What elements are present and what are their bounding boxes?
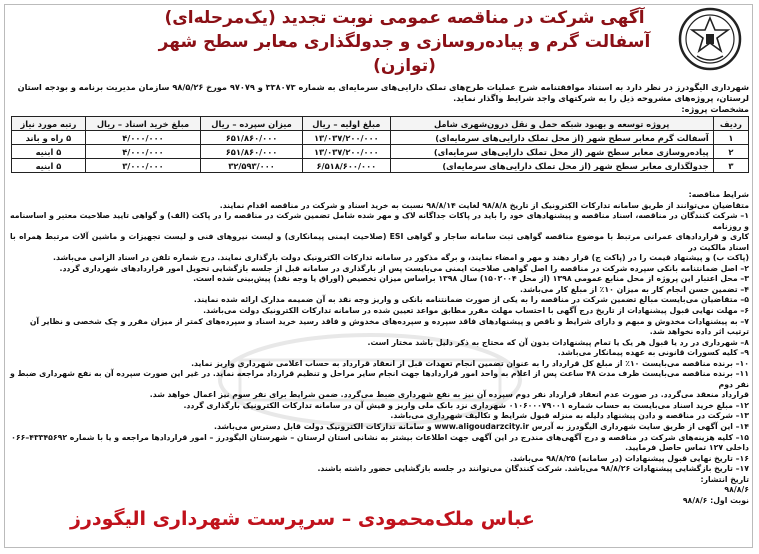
condition-line: ۱۵– کلیه هزینه‌های شرکت در مناقصه و درج آگهی‌های مندرج در این آگهی جهت اطلاعات بیشتر به نشانی استان لرستان – شهرستان الیگودرز – امور قراردادها مراجعه و یا با شماره ۴۳۳۴۵۶۹۲–۰۶۶: [11, 432, 749, 442]
condition-line: ۷– به پیشنهادات مخدوش و مبهم و دارای شرایط و ناقص و پیشنهادهای فاقد سپرده و سپرده‌های مخدوش و فاقد رسید خرید اسناد و سپرده‌های کمتر از میزان مقرر و چک شخصی و نظایر آن: [29, 316, 749, 326]
title-line-1: آگهی شرکت در مناقصه عمومی نوبت تجدید (یک‌مرحله‌ای): [164, 8, 645, 28]
condition-line: متقاضیان می‌توانند از طریق سامانه تدارکات الکترونیک از تاریخ ۹۸/۸/۸ لغایت ۹۸/۸/۱۴ نسبت به خرید اسناد و شرکت در مناقصه اقدام نمایند.: [219, 200, 749, 210]
projects-label: مشخصات پروژه:: [681, 104, 749, 114]
table-row: [12, 159, 749, 173]
condition-line: ۱– شرکت کنندگان در مناقصه، اسناد مناقصه و پیشنهادهای خود را باید در پاکات جداگانه لاک و مهر شده شامل تضمین شرکت در مناقصه را در پاکت (الف) و گواهی تایید صلاحیت معتبر و اساسنامه و روزنامه: [10, 211, 749, 231]
condition-line: ۱۳– شرکت در مناقصه و دادن پیشنهاد دلیله به منزله قبول شرایط و تکالیف شهرداری می‌باشد.: [390, 411, 749, 421]
turn-label: نوبت اول:: [710, 495, 749, 505]
publish-date-label: تاریخ انتشار:: [700, 474, 749, 484]
condition-line: ۱۲– مبلغ خرید اسناد می‌بایست به حساب شماره ۰۱۰۶۰۰۰۷۹۰۰۱ شهرداری نزد بانک ملی واریز و فیش آن در سامانه تدارکات الکترونیک بارگذاری گردد.: [183, 400, 749, 410]
table-row: [12, 145, 749, 159]
condition-line: ۵– متقاضیان می‌بایست مبالغ تضمین شرکت در مناقصه را به یکی از صورت ضمانتنامه بانکی و واریز وجه نقد به آن ضمیمه مدارک ارائه شده نمایند.: [193, 295, 749, 305]
row-deposit: ۳۲/۵۹۳/۰۰۰: [201, 159, 303, 173]
row-project: آسفالت گرم معابر سطح شهر (از محل تملک دارایی‌های سرمایه‌ای): [390, 131, 713, 145]
projects-table: [11, 116, 749, 173]
header-purchase: مبلغ خرید اسناد – ریال: [85, 117, 200, 131]
publish-date-line: [10, 496, 749, 507]
intro-text: شهرداری الیگودرز در نظر دارد به استناد موافقتنامه شرح عملیات طرح‌های تملک دارایی‌های سرمایه‌ای به شماره ۳۳۸۰۷۳ و ۹۷۰۷۹ مورخ ۹۸/۵/۲۶ سازمان مدیریت برنامه و بودجه استان لرستان، پروژه‌های مشروحه ذیل را به شرکتهای واجد شرایط واگذار نماید.: [17, 82, 749, 103]
row-index: ۱: [713, 131, 748, 145]
turn-value: ۹۸/۸/۶: [682, 495, 708, 505]
header-initial: مبلغ اولیه – ریال: [302, 117, 390, 131]
condition-line: ترتیب اثر داده نخواهد شد.: [649, 327, 749, 337]
header-deposit: میزان سپرده – ریال: [201, 117, 303, 131]
conditions-section: [10, 190, 749, 506]
condition-line: ۲– اصل ضمانتنامه بانکی سپرده شرکت در مناقصه را اصل گواهی صلاحیت ایمنی می‌بایست پس از بارگذاری در سامانه قبل از جلسه بازگشایی تحویل امور قراردادهای شهرداری گردد.: [59, 263, 749, 273]
condition-line: ۱۱– برنده مناقصه می‌بایست ظرف مدت ۴۸ ساعت پس از اعلام به واحد امور قراردادها جهت انجام سایر مراحل و تنظیم قرارداد مراجعه نماید. در غیر این صورت سپرده آن به نفع شهرداری ضبط و نفر دوم: [9, 369, 749, 389]
signature-line: عباس ملک‌محمودی – سرپرست شهرداری الیگودرز: [70, 508, 535, 530]
publish-date-line: [10, 485, 749, 496]
title-line-2: آسفالت گرم و پیاده‌روسازی و جدولگذاری معابر سطح شهر (توازن): [158, 32, 651, 76]
row-rank: ۵ راه و باند: [12, 131, 86, 145]
header-index: ردیف: [713, 117, 748, 131]
condition-line: ۶– مهلت نهایی قبول پیشنهادات از تاریخ درج آگهی با احتساب مهلت مقرر مطابق مواعد تعیین شده در سامانه تدارکات الکترونیک دولت می‌باشد.: [203, 306, 749, 316]
row-initial: ۱۳/۰۳۷/۲۰۰/۰۰۰: [302, 131, 390, 145]
row-index: ۳: [713, 159, 748, 173]
condition-line: داخلی ۱۲۷ تماس حاصل فرمایید.: [625, 443, 749, 453]
condition-line: قرارداد منعقد می‌گردد. در صورت عدم انعقاد قرارداد نفر دوم سپرده آن نیز به نفع شهرداری ضبط می‌گردد. ضمن شرایط برای نفر سوم نیز اعمال خواهد شد.: [149, 390, 749, 400]
table-header-row: [12, 117, 749, 131]
publish-date-line: [10, 475, 749, 486]
conditions-heading: شرایط مناقصه:: [688, 190, 749, 199]
condition-line: کاری و قراردادهای عمرانی مرتبط با موضوع مناقصه گواهی ثبت سامانه ساجار و گواهی ESI (صلاحیت ایمنی پیمانکاری) و لیست نیروهای فنی و لیست تجهیزات و ماشین آلات مرتبط همراه با اسناد مالکیت در: [10, 232, 749, 252]
condition-line: ۱۰– برنده مناقصه می‌بایست ۱۰٪ از مبلغ کل قرارداد را به عنوان تضمین انجام تعهدات قبل از انعقاد قرارداد به حساب اعلامی شهرداری واریز نماید.: [191, 358, 749, 368]
row-project: پیاده‌روسازی معابر سطح شهر (از محل تملک دارایی‌های سرمایه‌ای): [390, 145, 713, 159]
header-rank: رتبه مورد نیاز: [12, 117, 86, 131]
row-initial: ۱۳/۰۳۷/۲۰۰/۰۰۰: [302, 145, 390, 159]
condition-line: ۱۷– تاریخ بازگشایی پیشنهادات ۹۸/۸/۲۶ می‌باشد. شرکت کنندگان می‌توانند در جلسه بازگشایی حضور داشته باشند.: [317, 464, 749, 474]
row-purchase: ۳/۰۰۰/۰۰۰: [85, 159, 200, 173]
condition-line: (پاکت ب) و پیشنهاد قیمت را در (پاکت ج) قرار دهند و مهر و امضاء نمایند، و برگه مذکور در سامانه تدارکات الکترونیک دولت بارگذاری نمایند. درج شماره تلفن در اسناد الزامی می‌باشد.: [53, 253, 749, 263]
condition-line: ۸– شهرداری در رد یا قبول هر یک یا تمام پیشنهادات بدون آن که محتاج به ذکر دلیل باشد مختار است.: [367, 337, 749, 347]
row-purchase: ۴/۰۰۰/۰۰۰: [85, 131, 200, 145]
row-purchase: ۴/۰۰۰/۰۰۰: [85, 145, 200, 159]
condition-line: ۱۴– این آگهی از طریق سایت شهرداری الیگودرز به آدرس www.aligoudarzcity.ir و سامانه تدارکات الکترونیک دولت قابل دسترس می‌باشد.: [214, 422, 749, 432]
condition-line: ۴– تضمین حسن انجام کار به میزان ۱۰٪ از مبلغ کار می‌باشد.: [519, 284, 749, 294]
row-deposit: ۶۵۱/۸۶۰/۰۰۰: [201, 131, 303, 145]
row-rank: ۵ ابنیه: [12, 159, 86, 173]
table-row: [12, 131, 749, 145]
condition-line: ۳– محل اعتبار این پروژه از محل منابع عمومی ۱۳۹۸ (از محل ۱۵۰۲۰۰۴) سال ۱۳۹۸ براساس میزان تخصیص (اوراق یا وجه نقد) پیش‌بینی شده است.: [193, 274, 749, 284]
title-block: [140, 6, 669, 78]
publish-date-value: ۹۸/۸/۶: [724, 485, 749, 495]
condition-line: ۹– کلیه کسورات قانونی به عهده پیمانکار می‌باشد.: [557, 348, 749, 358]
row-deposit: ۶۵۱/۸۶۰/۰۰۰: [201, 145, 303, 159]
condition-line: ۱۶– تاریخ نهایی قبول پیشنهادات (در سامانه) ۹۸/۸/۲۵ می‌باشد.: [510, 453, 749, 463]
municipality-logo-icon: [677, 6, 743, 72]
row-project: جدولگذاری معابر سطح شهر (از محل تملک دارایی‌های سرمایه‌ای): [390, 159, 713, 173]
row-initial: ۶/۵۱۸/۶۰۰/۰۰۰: [302, 159, 390, 173]
row-rank: ۵ ابنیه: [12, 145, 86, 159]
intro-paragraph: [10, 82, 749, 115]
header-project: پروژه توسعه و بهبود شبکه حمل و نقل درون‌شهری شامل: [390, 117, 713, 131]
row-index: ۲: [713, 145, 748, 159]
